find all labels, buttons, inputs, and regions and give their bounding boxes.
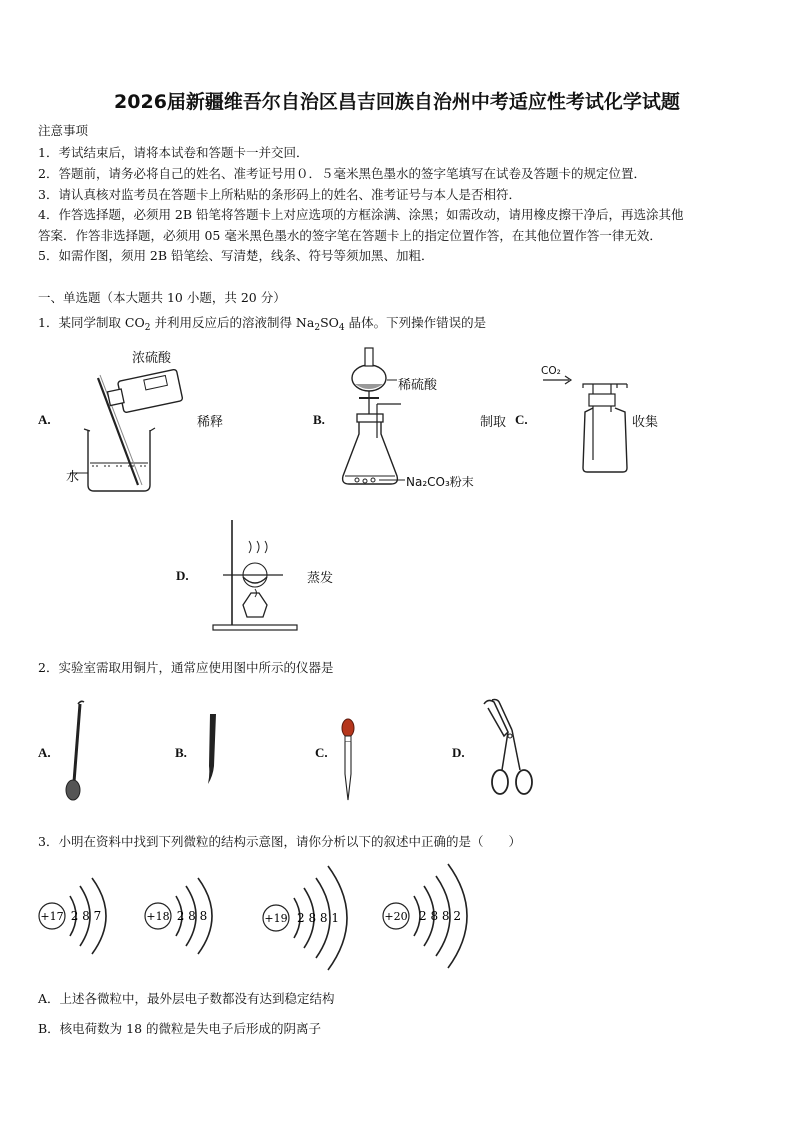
q2-option-d-letter[interactable]: D. [452,745,465,760]
evaporation-setup-illustration [205,515,305,635]
q3-choice-a[interactable]: A．上述各微粒中，最外层电子数都没有达到稳定结构 [38,991,335,1006]
gas-collection-bottle-illustration [535,360,635,480]
dilute-acid-label: 稀硫酸 [398,378,438,393]
q3-choice-b[interactable]: B．核电荷数为 18 的微粒是失电子后形成的阴离子 [38,1021,322,1036]
note-item-2: 2．答题前，请务必将自己的姓名、准考证号用０．５毫米黑色墨水的签字笔填写在试卷及答题卡的规定位置． [38,166,646,181]
tweezers-icon [196,710,226,790]
q1-option-d-letter[interactable]: D. [176,568,189,583]
dilution-apparatus-illustration [60,345,200,495]
q1-option-b-caption: 制取 [480,415,507,430]
note-item-4-cont: 答案．作答非选择题，必须用 05 毫米黑色墨水的签字笔在答题卡上的指定位置作答，在其他位置作答一律无效． [38,228,662,243]
q1-option-c-caption: 收集 [632,415,659,430]
notes-heading: 注意事项 [38,123,89,138]
concentrated-acid-label: 浓硫酸 [132,351,172,366]
note-item-1: 1．考试结束后，请将本试卷和答题卡一并交回． [38,145,309,160]
atom-4-shells: 2 8 8 2 [419,909,461,923]
atom-diagram-4 [378,858,488,974]
atom-3-nucleus: +19 [264,912,288,925]
q1-option-c-letter[interactable]: C. [515,412,528,427]
atom-3-shells: 2 8 8 1 [297,911,339,925]
section-heading: 一、单选题（本大题共 10 小题，共 20 分） [38,290,286,305]
crucible-tongs-icon [478,696,548,802]
atom-diagram-3 [258,858,368,974]
atom-4-nucleus: +20 [384,910,408,923]
water-label: 水 [66,470,80,485]
atom-diagram-2 [142,868,232,964]
q3-stem: 3．小明在资料中找到下列微粒的结构示意图，请你分析以下的叙述中正确的是（ ） [38,834,521,849]
q1-option-b-letter[interactable]: B. [313,412,325,427]
note-item-3: 3．请认真核对监考员在答题卡上所粘贴的条形码上的姓名、准考证号与本人是否相符． [38,187,521,202]
atom-2-nucleus: +18 [146,910,170,923]
q2-option-c-letter[interactable]: C. [315,745,328,760]
q2-option-b-letter[interactable]: B. [175,745,187,760]
atom-2-shells: 2 8 8 [176,909,208,923]
note-item-4: 4．作答选择题，必须用 2B 铅笔将答题卡上对应选项的方框涂满、涂黑；如需改动，请用橡皮擦干净后，再选涂其他 [38,207,684,222]
page-title: 2026届新疆维吾尔自治区昌吉回族自治州中考适应性考试化学试题 [114,91,680,113]
co2-label: CO₂ [541,365,561,377]
q2-option-a-letter[interactable]: A. [38,745,51,760]
q2-stem: 2．实验室需取用铜片，通常应使用图中所示的仪器是 [38,660,334,675]
q1-option-a-caption: 稀释 [197,415,224,430]
dropper-icon [336,716,360,804]
q1-option-a-letter[interactable]: A. [38,412,51,427]
q1-stem: 1．某同学制取 $CO_2$ 并利用反应后的溶液制得 $Na_2SO_4$ 晶体。下列操作错误的是 [38,315,487,333]
medicine-spoon-icon [60,698,100,806]
atom-1-nucleus: +17 [40,910,64,923]
q1-option-d-caption: 蒸发 [307,571,334,586]
atom-diagram-1 [36,868,126,964]
sodium-carbonate-label: Na₂CO₃粉末 [406,475,474,489]
atom-1-shells: 2 8 7 [70,909,102,923]
note-item-5: 5．如需作图，须用 2B 铅笔绘、写清楚，线条、符号等须加黑、加粗． [38,248,434,263]
